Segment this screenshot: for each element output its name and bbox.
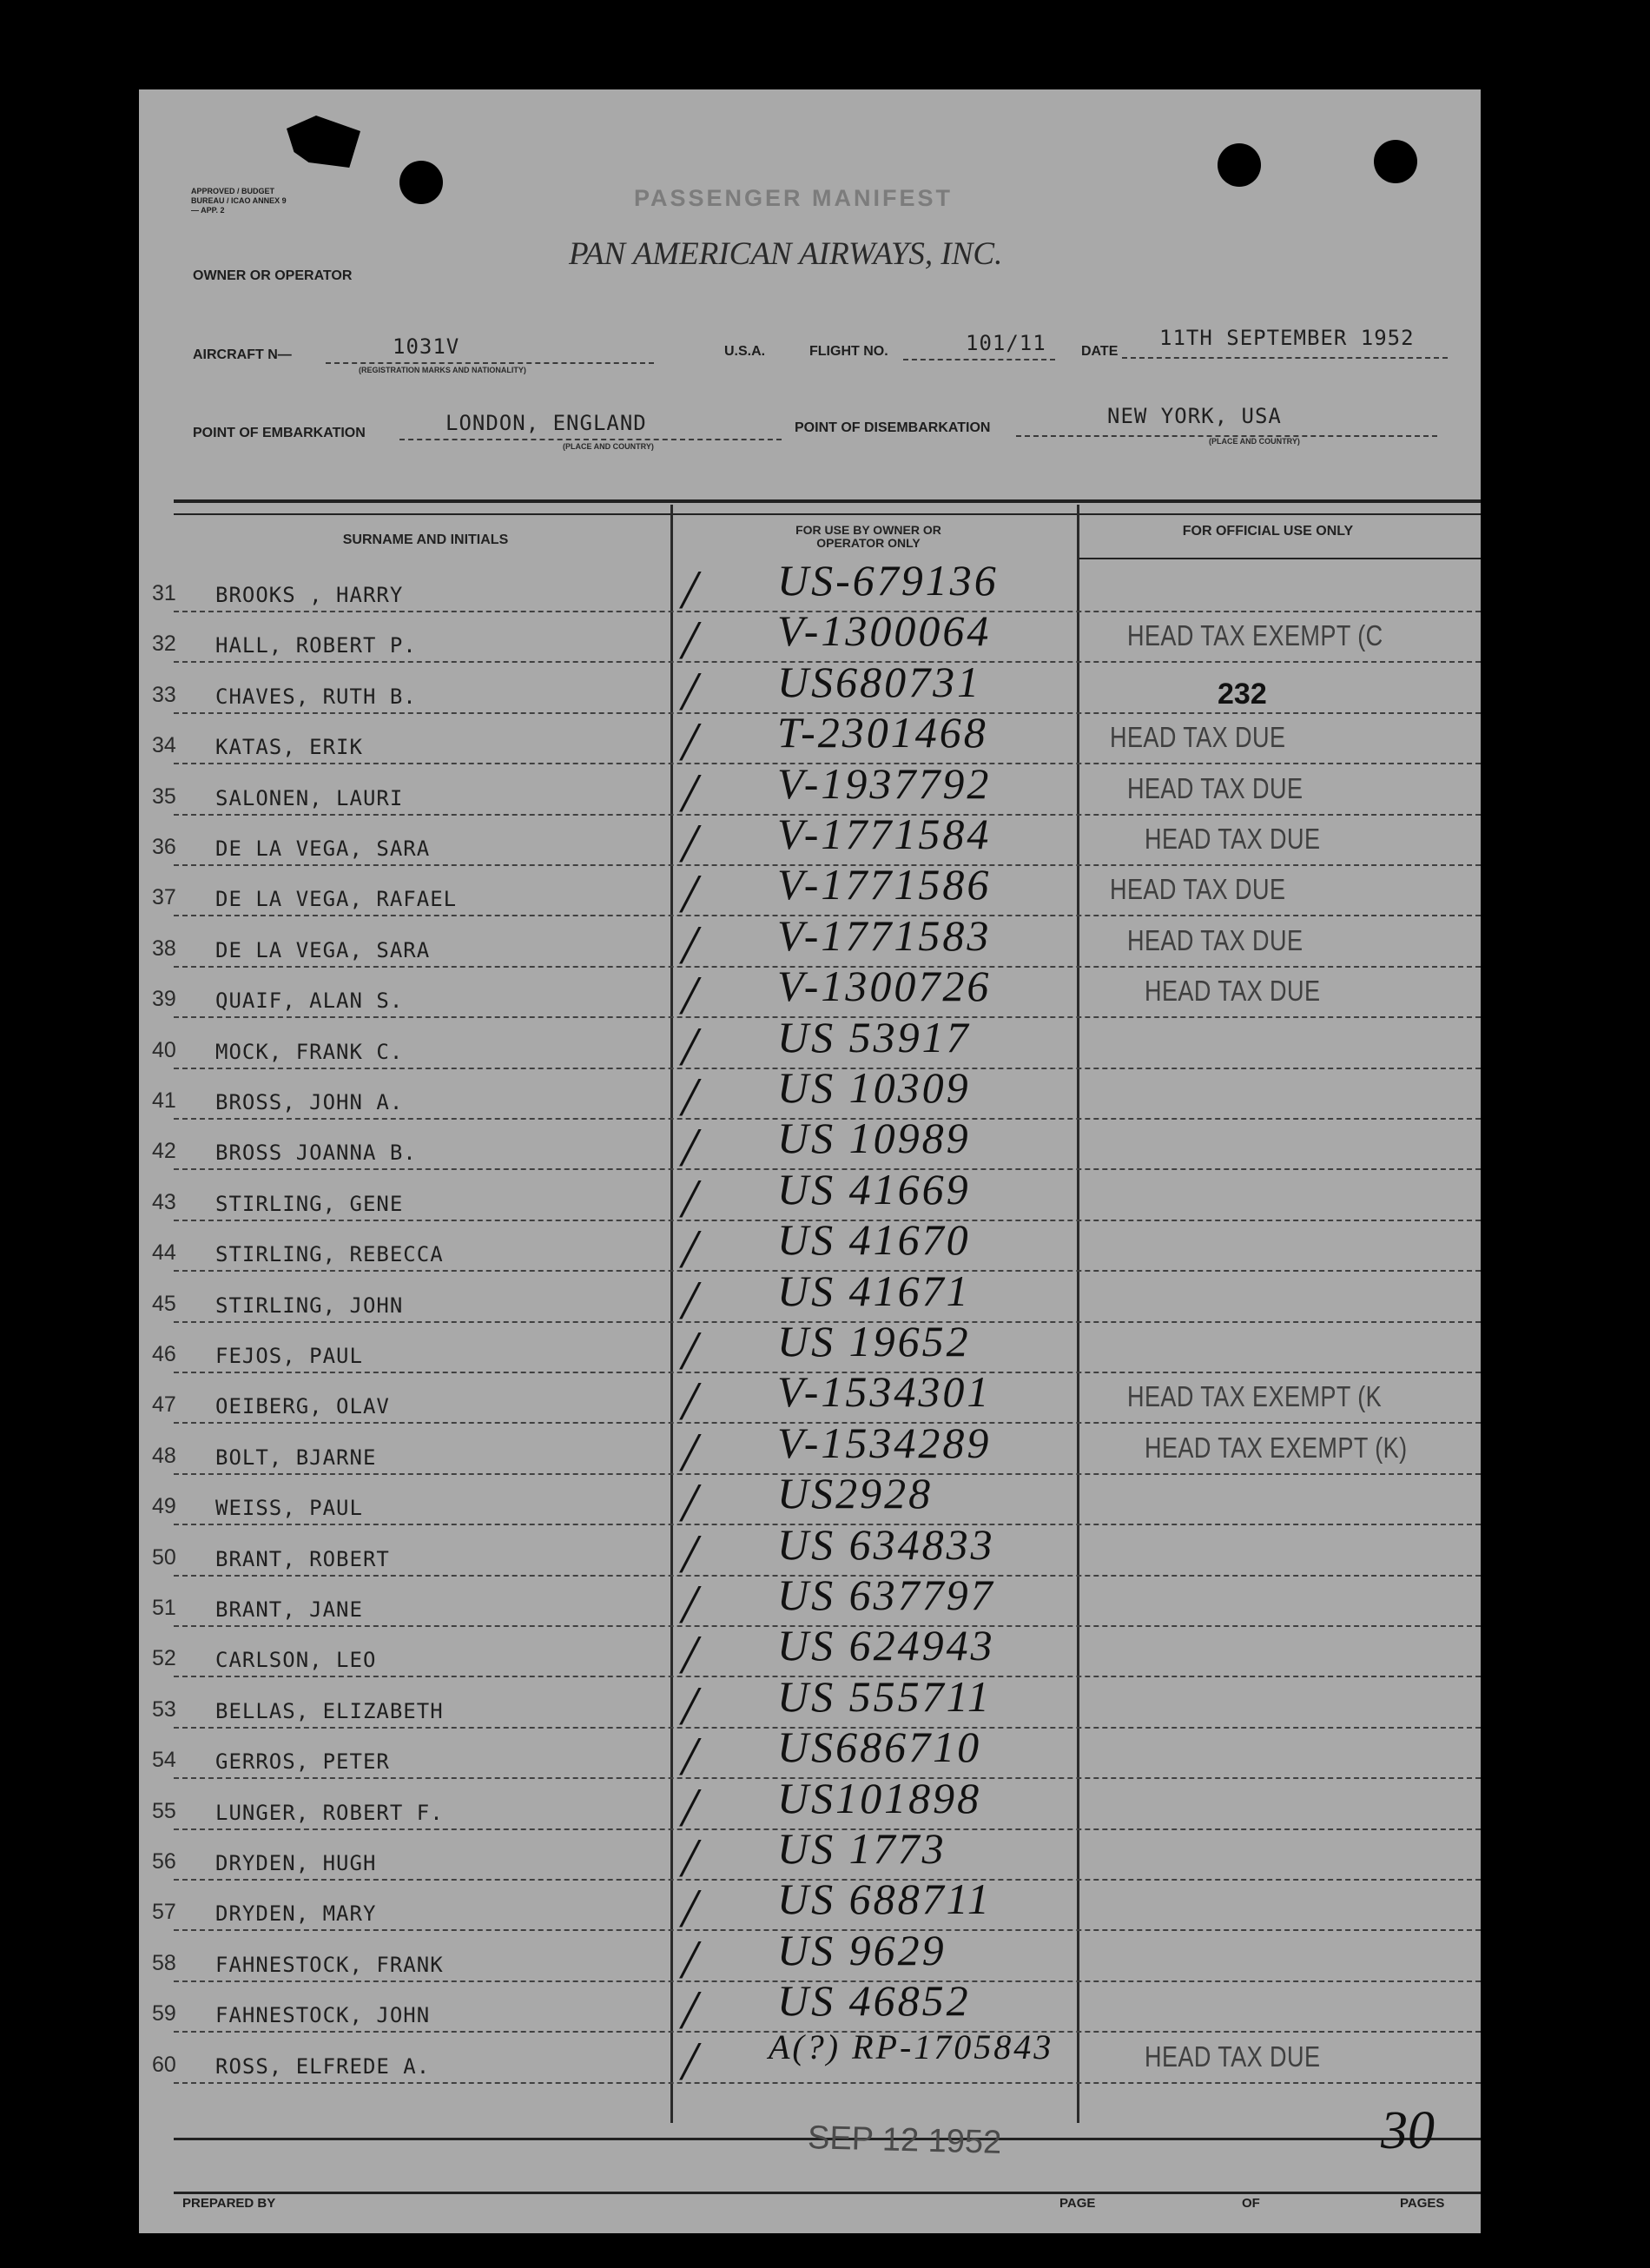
head-tax-stamp: HEAD TAX DUE bbox=[1145, 2040, 1321, 2073]
row-number: 56 bbox=[152, 1849, 176, 1874]
check-mark: / bbox=[682, 1471, 697, 1533]
passenger-name: DE LA VEGA, SARA bbox=[215, 938, 431, 962]
row-number: 51 bbox=[152, 1596, 176, 1620]
check-mark: / bbox=[682, 2030, 697, 2092]
check-mark: / bbox=[682, 1370, 697, 1432]
head-tax-stamp: HEAD TAX DUE bbox=[1110, 721, 1286, 753]
check-mark: / bbox=[682, 1116, 697, 1178]
head-tax-stamp: HEAD TAX DUE bbox=[1110, 873, 1286, 905]
passenger-name: QUAIF, ALAN S. bbox=[215, 989, 404, 1013]
head-tax-stamp: HEAD TAX DUE bbox=[1127, 772, 1304, 804]
date-value: 11TH SEPTEMBER 1952 bbox=[1159, 326, 1415, 350]
document-number: US 41671 bbox=[777, 1266, 971, 1315]
passenger-name: DE LA VEGA, RAFAEL bbox=[215, 887, 458, 911]
passenger-name: STIRLING, GENE bbox=[215, 1192, 404, 1216]
form-code: APPROVED / BUDGET BUREAU / ICAO ANNEX 9 — APP. 2 bbox=[191, 187, 287, 215]
row-number: 35 bbox=[152, 784, 176, 809]
prepared-by-label: PREPARED BY bbox=[182, 2196, 276, 2211]
check-mark: / bbox=[682, 1523, 697, 1584]
passenger-name: BROSS, JOHN A. bbox=[215, 1090, 404, 1114]
row-number: 37 bbox=[152, 885, 176, 909]
passenger-name: STIRLING, JOHN bbox=[215, 1293, 404, 1318]
passenger-name: DRYDEN, HUGH bbox=[215, 1851, 377, 1875]
passenger-name: DRYDEN, MARY bbox=[215, 1901, 377, 1926]
disembarkation-value: NEW YORK, USA bbox=[1107, 404, 1282, 428]
head-tax-stamp: HEAD TAX EXEMPT (K bbox=[1127, 1380, 1383, 1412]
aircraft-caption: (REGISTRATION MARKS AND NATIONALITY) bbox=[359, 366, 526, 374]
document-number: US 9629 bbox=[777, 1926, 947, 1974]
punch-hole bbox=[1218, 143, 1261, 187]
passenger-name: FEJOS, PAUL bbox=[215, 1344, 363, 1368]
document-number: US 41670 bbox=[777, 1215, 971, 1264]
document-number: US680731 bbox=[777, 658, 982, 706]
document-number: US101898 bbox=[777, 1774, 982, 1822]
row-number: 60 bbox=[152, 2053, 176, 2077]
passenger-name: BROOKS , HARRY bbox=[215, 583, 404, 607]
flight-label: FLIGHT NO. bbox=[809, 344, 888, 359]
pages-label: PAGES bbox=[1400, 2196, 1445, 2211]
row-number: 47 bbox=[152, 1392, 176, 1417]
column-header-official-use: FOR OFFICIAL USE ONLY bbox=[1182, 524, 1354, 539]
head-tax-stamp: HEAD TAX DUE bbox=[1145, 823, 1321, 855]
passenger-name: BROSS JOANNA B. bbox=[215, 1141, 417, 1165]
check-mark: / bbox=[682, 1218, 697, 1279]
row-number: 39 bbox=[152, 987, 176, 1011]
document-number: US 46852 bbox=[777, 1976, 971, 2025]
check-mark: / bbox=[682, 1827, 697, 1888]
column-header-surname: SURNAME AND INITIALS bbox=[342, 532, 509, 547]
row-number: 40 bbox=[152, 1038, 176, 1062]
document-number: US 637797 bbox=[777, 1570, 995, 1619]
flight-value: 101/11 bbox=[966, 331, 1046, 355]
check-mark: / bbox=[682, 1877, 697, 1939]
document-number: V-1771584 bbox=[777, 810, 992, 858]
document-number: US 19652 bbox=[777, 1317, 971, 1365]
row-number: 33 bbox=[152, 683, 176, 707]
embarkation-caption: (PLACE AND COUNTRY) bbox=[563, 442, 654, 451]
row-number: 41 bbox=[152, 1088, 176, 1113]
passenger-name: LUNGER, ROBERT F. bbox=[215, 1801, 444, 1825]
row-rule bbox=[174, 2082, 1481, 2084]
row-number: 53 bbox=[152, 1697, 176, 1722]
document-number: US686710 bbox=[777, 1722, 982, 1771]
passenger-name: ROSS, ELFREDE A. bbox=[215, 2054, 431, 2079]
passenger-name: MOCK, FRANK C. bbox=[215, 1040, 404, 1064]
passenger-name: GERROS, PETER bbox=[215, 1749, 390, 1774]
document-number: US 10309 bbox=[777, 1063, 971, 1112]
document-number: US 555711 bbox=[777, 1672, 992, 1721]
embarkation-value: LONDON, ENGLAND bbox=[446, 411, 647, 435]
check-mark: / bbox=[682, 1066, 697, 1127]
aircraft-value: 1031V bbox=[393, 334, 460, 359]
passenger-name: BELLAS, ELIZABETH bbox=[215, 1699, 444, 1723]
check-mark: / bbox=[682, 711, 697, 772]
check-mark: / bbox=[682, 1776, 697, 1838]
check-mark: / bbox=[682, 1015, 697, 1077]
passenger-name: KATAS, ERIK bbox=[215, 735, 363, 759]
disembarkation-caption: (PLACE AND COUNTRY) bbox=[1209, 437, 1300, 446]
check-mark: / bbox=[682, 1623, 697, 1685]
check-mark: / bbox=[682, 609, 697, 671]
passenger-name: WEISS, PAUL bbox=[215, 1496, 363, 1520]
row-number: 43 bbox=[152, 1190, 176, 1214]
head-tax-stamp: HEAD TAX EXEMPT (C bbox=[1127, 619, 1383, 651]
document-number: US 688711 bbox=[777, 1875, 992, 1923]
page-label: PAGE bbox=[1059, 2196, 1096, 2211]
check-mark: / bbox=[682, 1167, 697, 1229]
passenger-name: FAHNESTOCK, FRANK bbox=[215, 1953, 444, 1977]
document-number: V-1534301 bbox=[777, 1367, 992, 1416]
check-mark: / bbox=[682, 559, 697, 620]
document-number: US 624943 bbox=[777, 1621, 995, 1670]
row-number: 54 bbox=[152, 1748, 176, 1772]
check-mark: / bbox=[682, 812, 697, 874]
document-number: V-1771586 bbox=[777, 860, 992, 909]
owner-label: OWNER OR OPERATOR bbox=[193, 268, 353, 283]
row-number: 32 bbox=[152, 631, 176, 656]
passenger-name: BOLT, BJARNE bbox=[215, 1445, 377, 1470]
received-date-stamp: SEP 12 1952 bbox=[807, 2119, 1002, 2161]
row-number: 48 bbox=[152, 1444, 176, 1468]
row-number: 44 bbox=[152, 1240, 176, 1265]
passenger-name: CARLSON, LEO bbox=[215, 1648, 377, 1672]
document-number: A(?) RP-1705843 bbox=[769, 2027, 1054, 2066]
passenger-name: DE LA VEGA, SARA bbox=[215, 836, 431, 861]
row-number: 38 bbox=[152, 936, 176, 961]
page-total: 30 bbox=[1381, 2101, 1435, 2160]
row-number: 42 bbox=[152, 1139, 176, 1163]
row-number: 31 bbox=[152, 581, 176, 605]
head-tax-stamp: HEAD TAX EXEMPT (K) bbox=[1145, 1432, 1408, 1464]
document-number: US 634833 bbox=[777, 1520, 995, 1569]
row-number: 45 bbox=[152, 1292, 176, 1316]
column-header-owner-use: FOR USE BY OWNER OR OPERATOR ONLY bbox=[795, 523, 941, 550]
document-number: US 53917 bbox=[777, 1013, 971, 1061]
of-label: OF bbox=[1242, 2196, 1260, 2211]
check-mark: / bbox=[682, 1319, 697, 1381]
head-tax-stamp: HEAD TAX DUE bbox=[1145, 975, 1321, 1007]
check-mark: / bbox=[682, 1573, 697, 1635]
row-number: 57 bbox=[152, 1900, 176, 1924]
row-number: 52 bbox=[152, 1646, 176, 1670]
check-mark: / bbox=[682, 1928, 697, 1990]
check-mark: / bbox=[682, 914, 697, 975]
check-mark: / bbox=[682, 1269, 697, 1331]
usa-label: U.S.A. bbox=[724, 344, 766, 359]
passenger-name: BRANT, JANE bbox=[215, 1597, 363, 1622]
carrier-name: PAN AMERICAN AIRWAYS, INC. bbox=[569, 236, 1003, 272]
punch-hole bbox=[399, 161, 443, 204]
row-number: 55 bbox=[152, 1799, 176, 1823]
document-number: US 1773 bbox=[777, 1824, 947, 1873]
passenger-name: HALL, ROBERT P. bbox=[215, 633, 417, 658]
document-number: T-2301468 bbox=[777, 708, 988, 757]
document-number: US2928 bbox=[777, 1469, 934, 1518]
torn-corner bbox=[287, 116, 360, 168]
document-number: V-1534289 bbox=[777, 1418, 992, 1467]
passenger-name: CHAVES, RUTH B. bbox=[215, 684, 417, 709]
document-number: V-1300726 bbox=[777, 962, 992, 1010]
embarkation-label: POINT OF EMBARKATION bbox=[193, 426, 366, 440]
check-mark: / bbox=[682, 1421, 697, 1483]
row-number: 50 bbox=[152, 1545, 176, 1570]
aircraft-label: AIRCRAFT N— bbox=[193, 347, 292, 362]
punch-hole bbox=[1374, 140, 1417, 183]
document-number: US 10989 bbox=[777, 1114, 971, 1162]
disembarkation-label: POINT OF DISEMBARKATION bbox=[795, 420, 991, 435]
check-mark: / bbox=[682, 964, 697, 1026]
document-number: US 41669 bbox=[777, 1165, 971, 1213]
passenger-name: FAHNESTOCK, JOHN bbox=[215, 2003, 431, 2027]
check-mark: / bbox=[682, 1675, 697, 1736]
check-mark: / bbox=[682, 660, 697, 722]
check-mark: / bbox=[682, 1725, 697, 1787]
row-number: 34 bbox=[152, 733, 176, 757]
date-label: DATE bbox=[1081, 344, 1119, 359]
document-number: V-1771583 bbox=[777, 911, 992, 960]
row-number: 59 bbox=[152, 2001, 176, 2026]
row-number: 46 bbox=[152, 1342, 176, 1366]
check-mark: / bbox=[682, 762, 697, 823]
passenger-name: OEIBERG, OLAV bbox=[215, 1394, 390, 1418]
passenger-name: BRANT, ROBERT bbox=[215, 1547, 390, 1571]
document-number: V-1300064 bbox=[777, 606, 992, 655]
passenger-name: SALONEN, LAURI bbox=[215, 786, 404, 810]
row-number: 49 bbox=[152, 1494, 176, 1518]
document-number: US-679136 bbox=[777, 556, 999, 605]
official-code: 232 bbox=[1218, 678, 1267, 711]
row-number: 58 bbox=[152, 1951, 176, 1975]
manifest-sheet bbox=[139, 89, 1481, 2233]
passenger-name: STIRLING, REBECCA bbox=[215, 1242, 444, 1266]
form-title: PASSENGER MANIFEST bbox=[634, 185, 954, 211]
document-number: V-1937792 bbox=[777, 759, 992, 808]
check-mark: / bbox=[682, 1979, 697, 2040]
head-tax-stamp: HEAD TAX DUE bbox=[1127, 924, 1304, 956]
row-number: 36 bbox=[152, 835, 176, 859]
check-mark: / bbox=[682, 863, 697, 924]
